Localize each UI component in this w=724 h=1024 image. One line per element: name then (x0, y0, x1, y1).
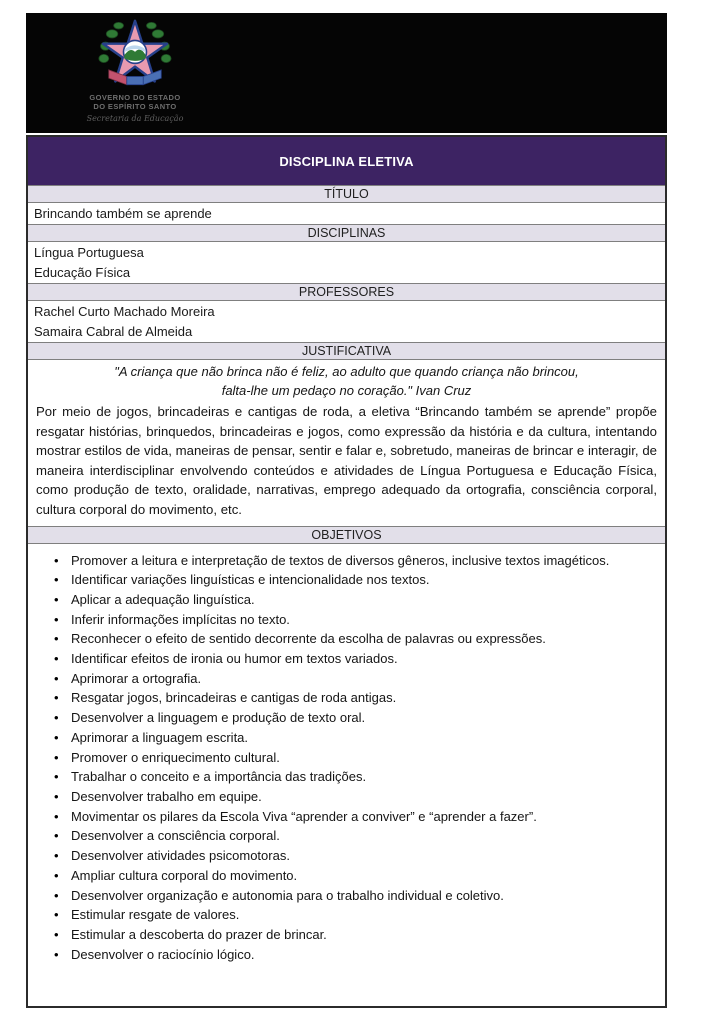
discipline-item: Língua Portuguesa (34, 245, 144, 260)
section-header-objetivos: OBJETIVOS (28, 526, 665, 544)
objective-item: • Desenvolver atividades psicomotoras. (28, 846, 655, 866)
objective-item: • Aprimorar a linguagem escrita. (28, 728, 655, 748)
objective-item: • Ampliar cultura corporal do movimento. (28, 866, 655, 886)
objective-item: • Desenvolver o raciocínio lógico. (28, 945, 655, 965)
objective-item: • Identificar variações linguísticas e intencionalidade nos textos. (28, 570, 655, 590)
justificativa-body (28, 360, 665, 526)
objective-item: • Promover a leitura e interpretação de textos de diversos gêneros, inclusive textos imagéticos. (28, 551, 655, 571)
objective-item: • Inferir informações implícitas no texto. (28, 610, 655, 630)
objective-item: • Reconhecer o efeito de sentido decorrente da escolha de palavras ou expressões. (28, 629, 655, 649)
section-header-disciplinas: DISCIPLINAS (28, 224, 665, 242)
justificativa-quote-line2: falta-lhe um pedaço no coração." Ivan Cruz (221, 382, 472, 398)
objective-item: • Desenvolver a consciência corporal. (28, 826, 655, 846)
objective-item: • Estimular a descoberta do prazer de brincar. (28, 925, 655, 945)
section-header-titulo: TÍTULO (28, 185, 665, 203)
objective-item: • Desenvolver trabalho em equipe. (28, 787, 655, 807)
objective-item: • Resgatar jogos, brincadeiras e cantigas de roda antigas. (28, 688, 655, 708)
form-title-bar: DISCIPLINA ELETIVA (28, 137, 665, 185)
justificativa-quote-line1: "A criança que não brinca não é feliz, ao adulto que quando criança não brincou, (114, 364, 579, 379)
professor-item: Rachel Curto Machado Moreira (34, 304, 215, 319)
objective-item: • Aplicar a adequação linguística. (28, 590, 655, 610)
objective-item: • Desenvolver organização e autonomia para o trabalho individual e coletivo. (28, 886, 655, 906)
justificativa-paragraph: Por meio de jogos, brincadeiras e cantigas de roda, a eletiva “Brincando também se aprende” propõe resgatar histórias, brinquedos, brincadeiras e jogos, como expressão da história e da cultura, intentando mostrar estilos de vida, maneiras de pensar, sentir e falar e, sobretudo, maneiras de brincar e interagir, de maneira interdisciplinar envolvendo conteúdos e atividades de Língua Portuguesa e Educação Física, como produção de texto, oralidade, narrativas, emprego adequado da ortografia, consciência corporal, cultura corporal do movimento, etc. (36, 404, 657, 517)
titulo-value: Brincando também se aprende (34, 206, 212, 221)
objective-item: • Trabalhar o conceito e a importância das tradições. (28, 767, 655, 787)
professores-values (28, 301, 665, 342)
objetivos-list (28, 544, 665, 1007)
section-header-professores: PROFESSORES (28, 283, 665, 301)
objective-item: • Estimular resgate de valores. (28, 905, 655, 925)
government-logo (60, 19, 210, 123)
section-header-justificativa: JUSTIFICATIVA (28, 342, 665, 360)
logo-government-name-line1: GOVERNO DO ESTADO (89, 93, 181, 102)
espirito-santo-coat-of-arms-icon (94, 19, 176, 93)
disciplinas-values (28, 242, 665, 283)
logo-secretariat-name: Secretaria da Educação (86, 114, 184, 123)
discipline-item: Educação Física (34, 264, 131, 280)
objective-item: • Desenvolver a linguagem e produção de texto oral. (28, 708, 655, 728)
logo-government-name-line2: DO ESPÍRITO SANTO (93, 102, 177, 111)
objective-item: • Identificar efeitos de ironia ou humor em textos variados. (28, 649, 655, 669)
objective-item: • Promover o enriquecimento cultural. (28, 748, 655, 768)
objective-item: • Aprimorar a ortografia. (28, 669, 655, 689)
elective-discipline-form (26, 135, 667, 1008)
professor-item: Samaira Cabral de Almeida (34, 323, 193, 339)
objective-item: • Movimentar os pilares da Escola Viva “aprender a conviver” e “aprender a fazer”. (28, 807, 655, 827)
letterhead-band (26, 13, 667, 133)
